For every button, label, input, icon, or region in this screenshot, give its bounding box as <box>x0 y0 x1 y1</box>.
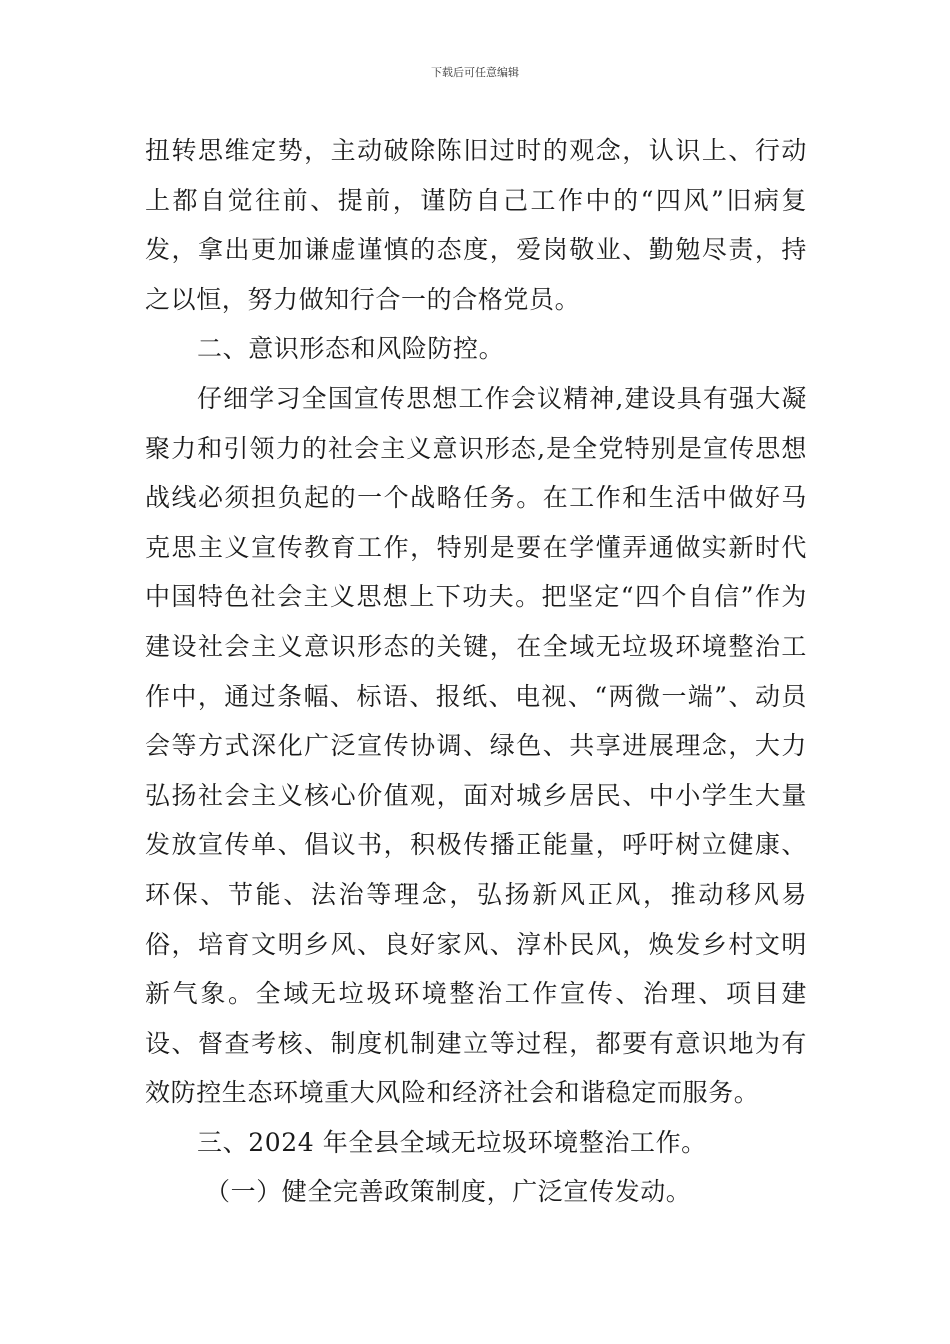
page-header-note: 下载后可任意编辑 <box>431 66 519 79</box>
subsection-heading-3-1: （一）健全完善政策制度，广泛宣传发动。 <box>205 1177 692 1207</box>
section-heading-3: 三、2024 年全县全域无垃圾环境整治工作。 <box>197 1127 707 1157</box>
paragraph-continuation: 扭转思维定势，主动破除陈旧过时的观念，认识上、行动上都自觉往前、提前，谨防自己工作中的“四风”旧病复发，拿出更加谦虚谨慎的态度，爱岗敬业、勤勉尽责，持之以恒，努力做知行合一的合格党员。 <box>145 136 807 314</box>
section-heading-2: 二、意识形态和风险防控。 <box>197 334 505 364</box>
paragraph-ideology: 仔细学习全国宣传思想工作会议精神,建设具有强大凝聚力和引领力的社会主义意识形态,是全党特别是宣传思想战线必须担负起的一个战略任务。在工作和生活中做好马克思主义宣传教育工作，特别是要在学懂弄通做实新时代中国特色社会主义思想上下功夫。把坚定“四个自信”作为建设社会主义意识形态的关键，在全域无垃圾环境整治工作中，通过条幅、标语、报纸、电视、“两微一端”、动员会等方式深化广泛宣传协调、绿色、共享进展理念，大力弘扬社会主义核心价值观，面对城乡居民、中小学生大量发放宣传单、倡议书，积极传播正能量，呼吁树立健康、环保、节能、法治等理念，弘扬新风正风，推动移风易俗，培育文明乡风、良好家风、淳朴民风，焕发乡村文明新气象。全域无垃圾环境整治工作宣传、治理、项目建设、督查考核、制度机制建立等过程，都要有意识地为有效防控生态环境重大风险和经济社会和谐稳定而服务。 <box>145 383 807 1108</box>
document-body <box>145 126 807 1217</box>
